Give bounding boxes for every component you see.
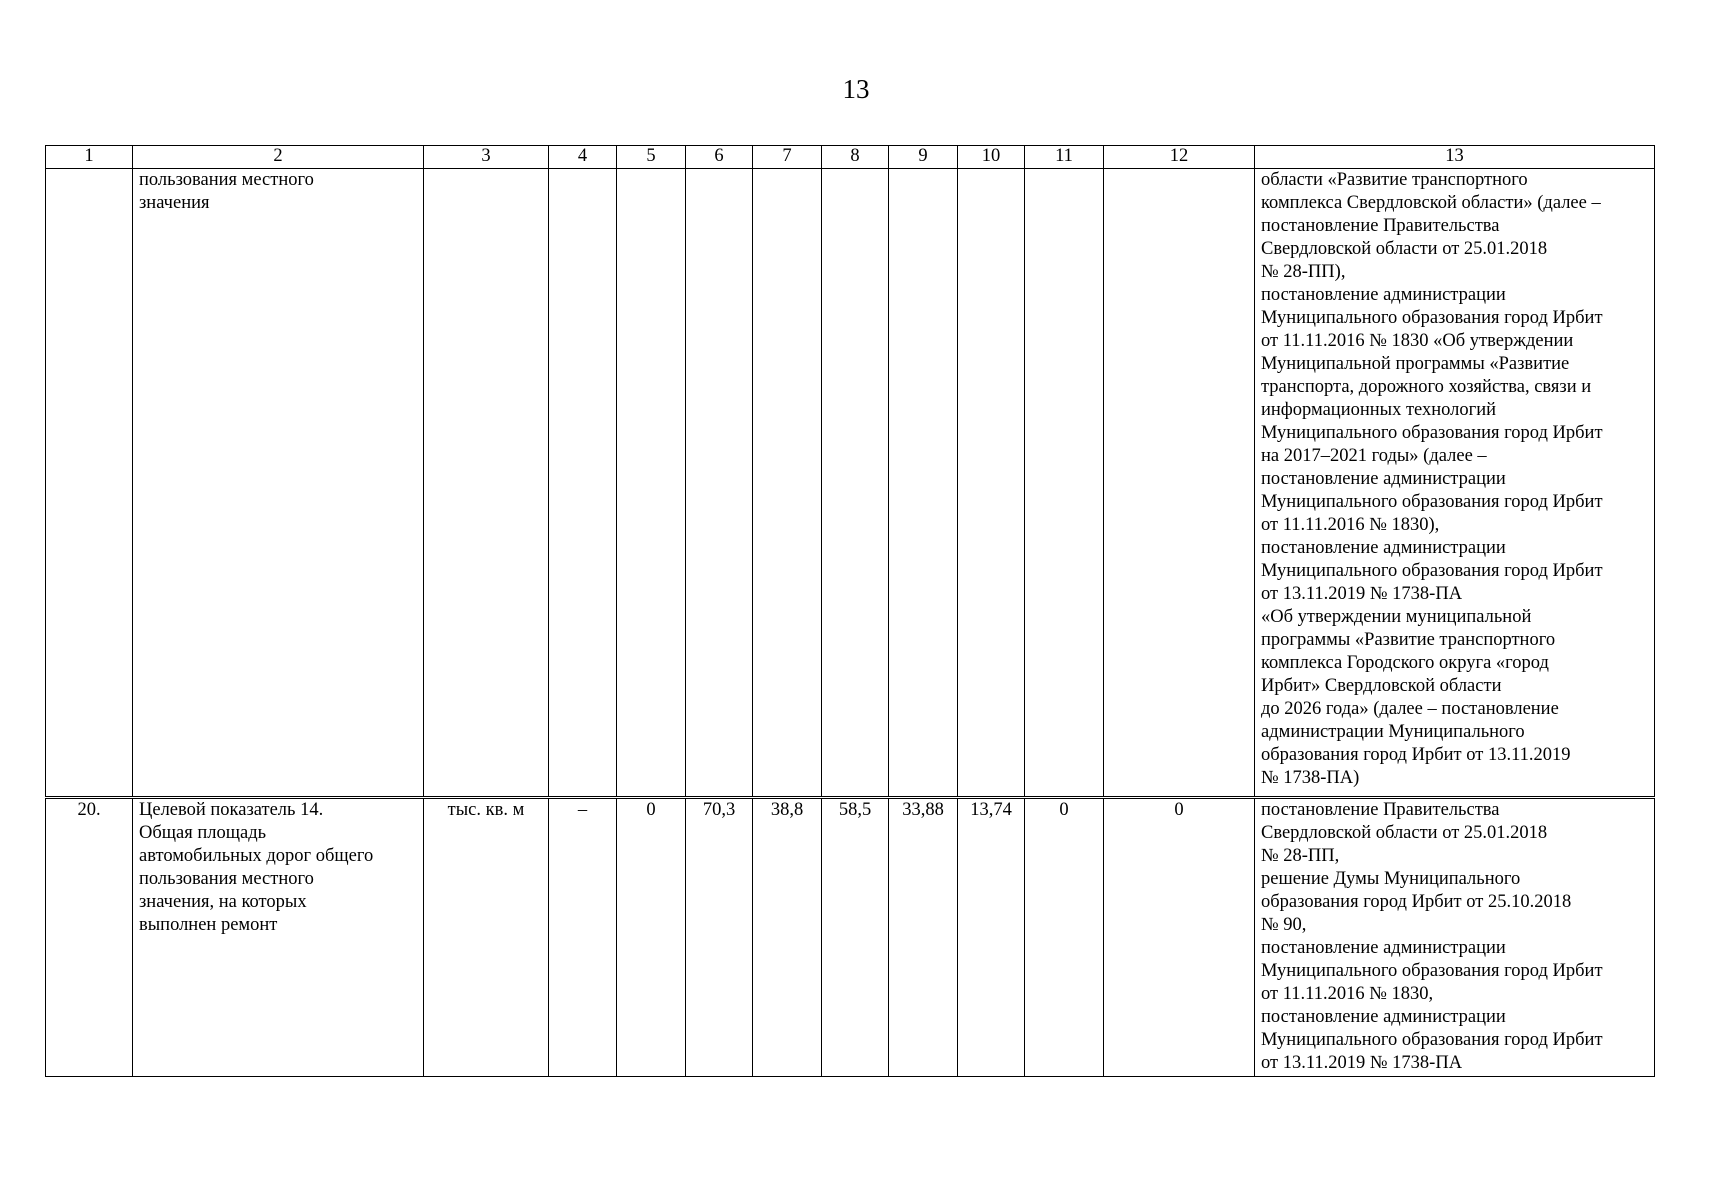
legal-basis-line: образования город Ирбит от 13.11.2019 xyxy=(1261,745,1571,765)
legal-basis-line: до 2026 года» (далее – постановление xyxy=(1261,699,1559,719)
legal-basis-line: № 1738-ПА) xyxy=(1261,768,1360,788)
indicator-name-line: автомобильных дорог общего xyxy=(139,846,374,866)
legal-basis-line: постановление Правительства xyxy=(1261,800,1500,820)
value-cell xyxy=(1104,169,1255,798)
legal-basis-line: Муниципального образования город Ирбит xyxy=(1261,961,1603,981)
column-number-row xyxy=(46,146,1655,169)
column-header: 9 xyxy=(889,146,958,169)
legal-basis-line: транспорта, дорожного хозяйства, связи и xyxy=(1261,377,1592,397)
column-header: 13 xyxy=(1255,146,1655,169)
legal-basis-line: Муниципальной программы «Развитие xyxy=(1261,354,1570,374)
column-header: 10 xyxy=(958,146,1025,169)
legal-basis-line: Муниципального образования город Ирбит xyxy=(1261,308,1603,328)
legal-basis-line: от 11.11.2016 № 1830, xyxy=(1261,984,1434,1004)
legal-basis-line: № 28-ПП, xyxy=(1261,846,1340,866)
legal-basis-line: Муниципального образования город Ирбит xyxy=(1261,492,1603,512)
page-number: 13 xyxy=(842,74,870,104)
legal-basis-line: Муниципального образования город Ирбит xyxy=(1261,1030,1603,1050)
value-cell: 0 xyxy=(617,798,686,1077)
value-cell: 0 xyxy=(1104,798,1255,1077)
legal-basis-line: от 11.11.2016 № 1830), xyxy=(1261,515,1440,535)
legal-basis-line: информационных технологий xyxy=(1261,400,1497,420)
legal-basis-line: области «Развитие транспортного xyxy=(1261,170,1528,190)
unit-cell xyxy=(424,169,549,798)
legal-basis-line: № 28-ПП), xyxy=(1261,262,1346,282)
legal-basis-line: «Об утверждении муниципальной xyxy=(1261,607,1532,627)
value-cell xyxy=(617,169,686,798)
table-row-continuation xyxy=(46,169,1655,798)
legal-basis-line: образования город Ирбит от 25.10.2018 xyxy=(1261,892,1572,912)
column-header: 8 xyxy=(822,146,889,169)
legal-basis-line: Муниципального образования город Ирбит xyxy=(1261,423,1603,443)
legal-basis-line: постановление Правительства xyxy=(1261,216,1500,236)
indicator-name-line: пользования местного xyxy=(139,170,314,190)
column-header: 4 xyxy=(549,146,617,169)
value-cell xyxy=(753,169,822,798)
legal-basis-cell xyxy=(1255,169,1655,798)
value-cell: 13,74 xyxy=(958,798,1025,1077)
legal-basis-line: № 90, xyxy=(1261,915,1307,935)
legal-basis-cell xyxy=(1255,798,1655,1077)
legal-basis-line: Свердловской области от 25.01.2018 xyxy=(1261,239,1548,259)
legal-basis-line: Ирбит» Свердловской области xyxy=(1261,676,1502,696)
value-cell xyxy=(549,169,617,798)
legal-basis-line: от 11.11.2016 № 1830 «Об утверждении xyxy=(1261,331,1574,351)
value-cell: 70,3 xyxy=(686,798,753,1077)
indicator-name-cell xyxy=(133,169,424,798)
value-cell xyxy=(958,169,1025,798)
column-header: 1 xyxy=(46,146,133,169)
legal-basis-line: от 13.11.2019 № 1738-ПА xyxy=(1261,1053,1463,1073)
value-cell: 58,5 xyxy=(822,798,889,1077)
legal-basis-line: постановление администрации xyxy=(1261,938,1506,958)
column-header: 5 xyxy=(617,146,686,169)
legal-basis-line: администрации Муниципального xyxy=(1261,722,1525,742)
indicator-name-line: пользования местного xyxy=(139,869,314,889)
legal-basis-line: Свердловской области от 25.01.2018 xyxy=(1261,823,1548,843)
column-header: 2 xyxy=(133,146,424,169)
value-cell xyxy=(822,169,889,798)
legal-basis-line: постановление администрации xyxy=(1261,1007,1506,1027)
indicator-name-line: значения xyxy=(139,193,210,213)
value-cell: 33,88 xyxy=(889,798,958,1077)
unit-cell: тыс. кв. м xyxy=(424,798,549,1077)
row-number-cell xyxy=(46,169,133,798)
column-header: 12 xyxy=(1104,146,1255,169)
legal-basis-line: комплекса Городского округа «город xyxy=(1261,653,1549,673)
row-number-cell: 20. xyxy=(46,798,133,1077)
indicator-name-line: Целевой показатель 14. xyxy=(139,800,324,820)
value-cell xyxy=(1025,169,1104,798)
legal-basis-line: решение Думы Муниципального xyxy=(1261,869,1521,889)
indicator-name-line: выполнен ремонт xyxy=(139,915,278,935)
value-cell xyxy=(686,169,753,798)
legal-basis-line: постановление администрации xyxy=(1261,285,1506,305)
legal-basis-line: постановление администрации xyxy=(1261,469,1506,489)
indicator-name-cell xyxy=(133,798,424,1077)
value-cell: – xyxy=(549,798,617,1077)
column-header: 6 xyxy=(686,146,753,169)
value-cell xyxy=(889,169,958,798)
table-row-20 xyxy=(46,798,1655,1077)
value-cell: 0 xyxy=(1025,798,1104,1077)
legal-basis-line: программы «Развитие транспортного xyxy=(1261,630,1556,650)
legal-basis-line: на 2017–2021 годы» (далее – xyxy=(1261,446,1487,466)
legal-basis-line: Муниципального образования город Ирбит xyxy=(1261,561,1603,581)
legal-basis-line: постановление администрации xyxy=(1261,538,1506,558)
indicators-table xyxy=(45,145,1655,1077)
indicator-name-line: Общая площадь xyxy=(139,823,267,843)
legal-basis-line: комплекса Свердловской области» (далее – xyxy=(1261,193,1601,213)
indicator-name-line: значения, на которых xyxy=(139,892,307,912)
legal-basis-line: от 13.11.2019 № 1738-ПА xyxy=(1261,584,1463,604)
column-header: 3 xyxy=(424,146,549,169)
column-header: 11 xyxy=(1025,146,1104,169)
column-header: 7 xyxy=(753,146,822,169)
value-cell: 38,8 xyxy=(753,798,822,1077)
